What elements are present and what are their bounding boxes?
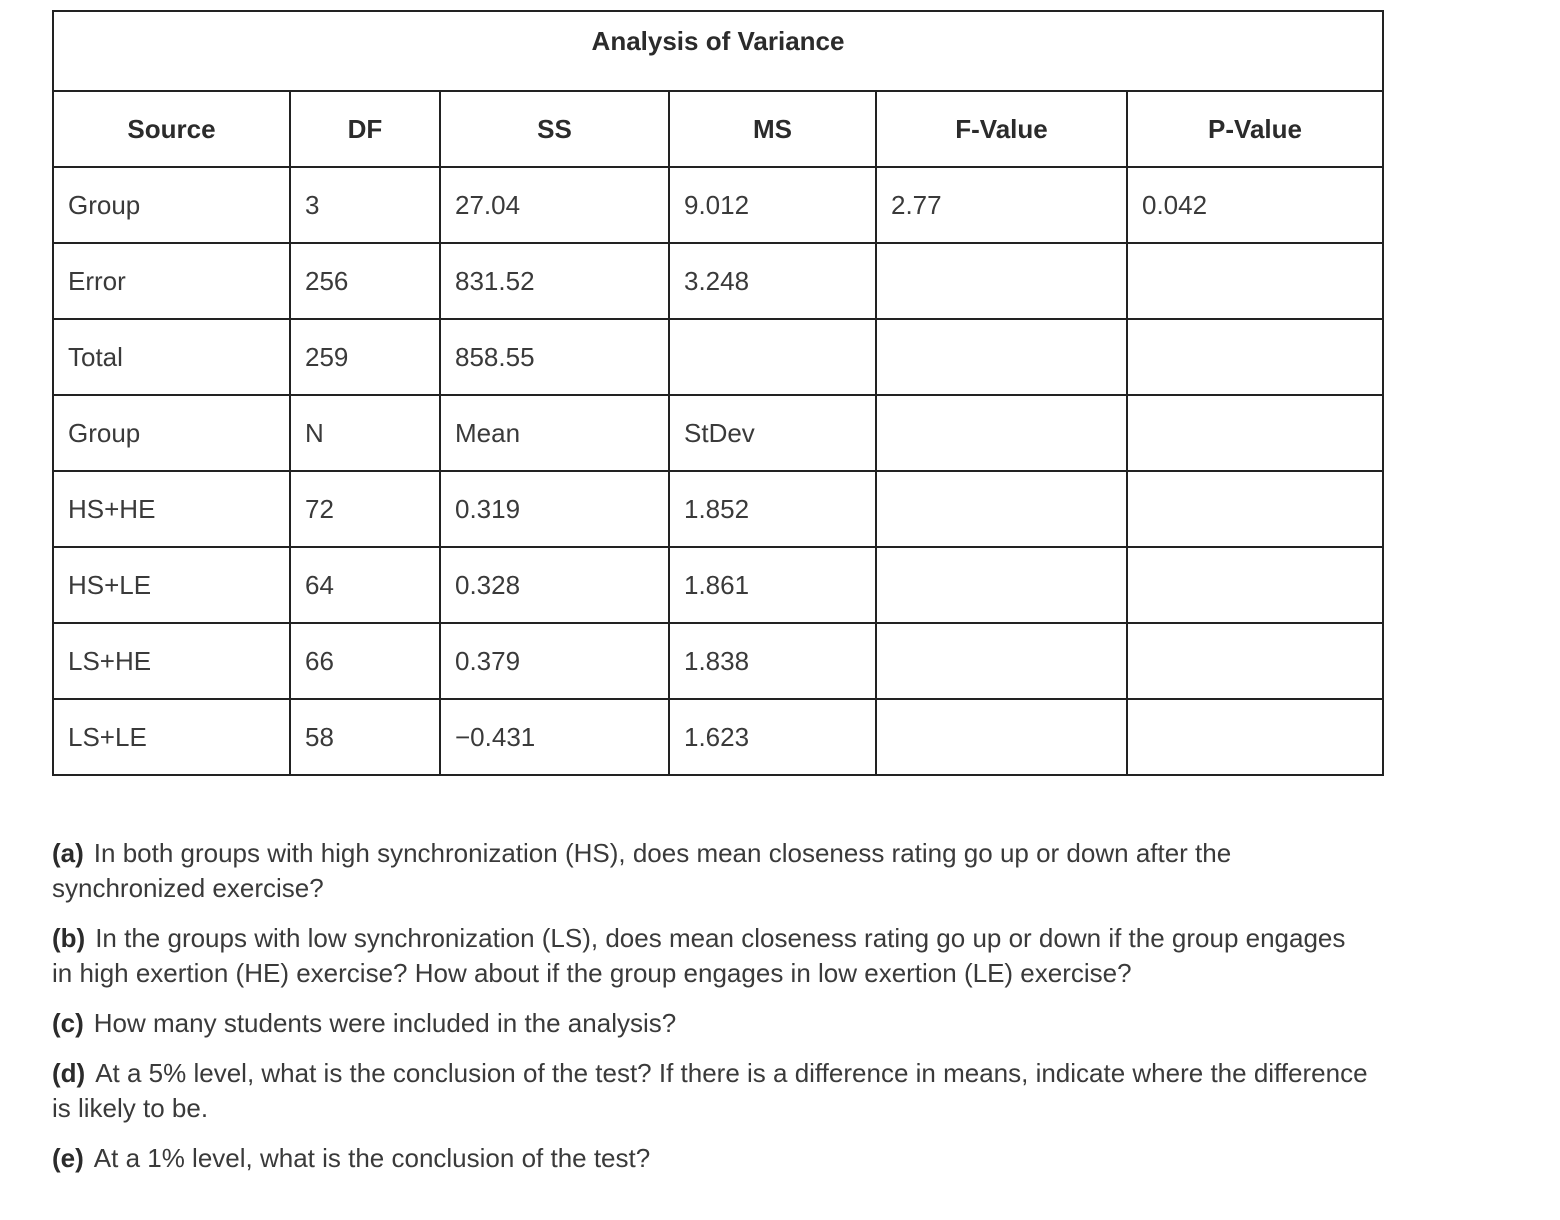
table-cell: 831.52 (440, 243, 669, 319)
table-cell (876, 471, 1127, 547)
table-cell: Group (53, 167, 290, 243)
table-row (53, 243, 1383, 319)
table-cell (876, 319, 1127, 395)
table-cell: 1.861 (669, 547, 876, 623)
table-cell: −0.431 (440, 699, 669, 775)
table-row (53, 167, 1383, 243)
question-label: (b) (52, 923, 86, 953)
column-header-f-value: F-Value (876, 91, 1127, 167)
table-cell: StDev (669, 395, 876, 471)
table-cell (1127, 471, 1383, 547)
table-cell: 3 (290, 167, 440, 243)
table-title-row (53, 11, 1383, 91)
column-header-ss: SS (440, 91, 669, 167)
table-row (53, 471, 1383, 547)
table-cell: Error (53, 243, 290, 319)
table-cell: Mean (440, 395, 669, 471)
table-cell (876, 547, 1127, 623)
table-cell: 1.623 (669, 699, 876, 775)
question-a (52, 836, 1372, 906)
question-c (52, 1006, 1372, 1041)
question-label: (a) (52, 838, 84, 868)
table-cell: 0.319 (440, 471, 669, 547)
anova-table (52, 10, 1384, 776)
table-cell: HS+HE (53, 471, 290, 547)
table-cell: 27.04 (440, 167, 669, 243)
question-e (52, 1141, 1372, 1176)
table-cell: 64 (290, 547, 440, 623)
table-cell: HS+LE (53, 547, 290, 623)
table-cell: 66 (290, 623, 440, 699)
table-cell (1127, 395, 1383, 471)
table-row (53, 395, 1383, 471)
question-text: In both groups with high synchronization (HS), does mean closeness rating go up or down after the synchronized exercise? (52, 838, 1232, 903)
table-row (53, 319, 1383, 395)
table-cell: 0.042 (1127, 167, 1383, 243)
table-cell (1127, 319, 1383, 395)
table-cell: 256 (290, 243, 440, 319)
table-cell: 58 (290, 699, 440, 775)
table-cell: LS+HE (53, 623, 290, 699)
table-cell: 9.012 (669, 167, 876, 243)
question-d (52, 1056, 1372, 1126)
column-header-df: DF (290, 91, 440, 167)
question-label: (d) (52, 1058, 86, 1088)
table-cell (1127, 623, 1383, 699)
table-row (53, 547, 1383, 623)
table-cell: LS+LE (53, 699, 290, 775)
table-cell: Total (53, 319, 290, 395)
question-label: (e) (52, 1143, 84, 1173)
table-cell (1127, 547, 1383, 623)
table-cell: 858.55 (440, 319, 669, 395)
table-cell (1127, 699, 1383, 775)
column-header-p-value: P-Value (1127, 91, 1383, 167)
question-list (52, 836, 1372, 1191)
table-cell (876, 395, 1127, 471)
table-header-row (53, 91, 1383, 167)
table-cell (669, 319, 876, 395)
table-cell (876, 699, 1127, 775)
table-cell: 2.77 (876, 167, 1127, 243)
table-cell: 3.248 (669, 243, 876, 319)
table-cell (876, 623, 1127, 699)
table-row (53, 623, 1383, 699)
table-cell: 1.852 (669, 471, 876, 547)
table-row (53, 699, 1383, 775)
table-cell: 259 (290, 319, 440, 395)
table-cell (1127, 243, 1383, 319)
question-text: At a 1% level, what is the conclusion of the test? (93, 1143, 651, 1173)
column-header-source: Source (53, 91, 290, 167)
question-text: In the groups with low synchronization (LS), does mean closeness rating go up or down if the group engages in high exertion (HE) exercise? How about if the group engages in low exertion (LE) exercise? (52, 923, 1346, 988)
table-cell: Group (53, 395, 290, 471)
table-cell (876, 243, 1127, 319)
table-cell: 0.328 (440, 547, 669, 623)
question-text: How many students were included in the analysis? (93, 1008, 677, 1038)
table-cell: 0.379 (440, 623, 669, 699)
table-cell: N (290, 395, 440, 471)
question-b (52, 921, 1372, 991)
table-cell: 72 (290, 471, 440, 547)
question-label: (c) (52, 1008, 84, 1038)
table-cell: 1.838 (669, 623, 876, 699)
table-title: Analysis of Variance (53, 11, 1383, 91)
question-text: At a 5% level, what is the conclusion of the test? If there is a difference in means, indicate where the difference is likely to be. (52, 1058, 1368, 1123)
column-header-ms: MS (669, 91, 876, 167)
